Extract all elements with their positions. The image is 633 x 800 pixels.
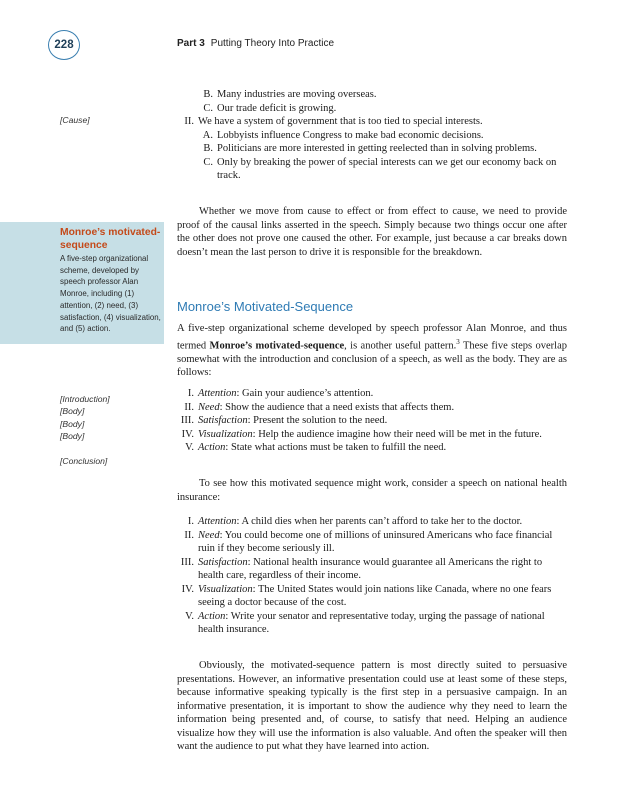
example-item: IV. Visualization: The United States would join nations like Canada, where no one fears seeing a doctor because of the cost. bbox=[181, 583, 552, 608]
key-term: Monroe’s motivated-sequence bbox=[209, 340, 345, 351]
margin-note-cause: [Cause] bbox=[60, 115, 90, 125]
page-number: 228 bbox=[48, 30, 80, 60]
steps-list bbox=[177, 387, 567, 455]
step-item: V. Action: State what actions must be taken to fulfill the need. bbox=[185, 442, 447, 453]
outline-item: C. Only by breaking the power of special interests can we get our economy back on track. bbox=[203, 156, 557, 181]
example-item: III. Satisfaction: National health insurance would guarantee all Americans the right to health care, regardless of their income. bbox=[180, 556, 543, 581]
outline-item: B. Politicians are more interested in getting reelected than in solving problems. bbox=[203, 143, 537, 154]
margin-note-introduction: [Introduction] bbox=[60, 394, 110, 404]
glossary-term: Monroe’s motivated-sequence bbox=[60, 227, 161, 251]
paragraph-example-intro: To see how this motivated sequence might work, consider a speech on national health insurance: bbox=[177, 478, 567, 503]
paragraph-conclusion: Obviously, the motivated-sequence pattern is most directly suited to persuasive presentations. However, an informative presentation could use at least some of these steps, because informative speaking typically is the first step in a persuasive campaign. In an informative presentation, it is important to show the audience why they need to learn the information being presented and, of course, to satisfy that need. Helping an audience visualize how they will use the information is also valuable. And often the speaker will then want the audience to put what they have learned into action. bbox=[177, 660, 567, 752]
glossary-box bbox=[0, 222, 164, 344]
section-heading: Monroe’s Motivated-Sequence bbox=[177, 299, 354, 314]
margin-note-conclusion: [Conclusion] bbox=[60, 456, 108, 466]
paragraph-monroe: A five-step organizational scheme developed by speech professor Alan Monroe, and thus termed Monroe’s motivated-sequence, is another useful pattern.$^3$ These five steps overlap somewhat with the introduction and conclusion of a speech, as well as the body. They are as follows: bbox=[177, 323, 567, 378]
step-item: I. Attention: Gain your audience’s attention. bbox=[187, 388, 374, 399]
step-item: II. Need: Show the audience that a need exists that affects them. bbox=[184, 401, 455, 413]
example-item: V. Action: Write your senator and representative today, urging the passage of national health insurance. bbox=[185, 610, 545, 635]
step-item: III. Satisfaction: Present the solution to the need. bbox=[180, 415, 388, 426]
outline-item: II. We have a system of government that is too tied to special interests. bbox=[184, 116, 483, 127]
margin-note-body: [Body] bbox=[60, 419, 85, 429]
footnote-ref: 3 bbox=[456, 337, 460, 346]
margin-note-body: [Body] bbox=[60, 406, 85, 416]
example-item: II. Need: You could become one of millions of uninsured Americans who face financial ruin if they become seriously ill. bbox=[184, 529, 553, 554]
part-title: Putting Theory Into Practice bbox=[210, 38, 335, 49]
outline-item: C. Our trade deficit is growing. bbox=[203, 102, 337, 114]
example-item: I. Attention: A child dies when her parents can’t afford to take her to the doctor. bbox=[187, 516, 523, 527]
outline-item: B. Many industries are moving overseas. bbox=[203, 89, 377, 100]
step-item: IV. Visualization: Help the audience imagine how their need will be met in the future. bbox=[181, 428, 542, 440]
glossary-definition: A five-step organizational scheme, developed by speech professor Alan Monroe, including (1) attention, (2) need, (3) satisfaction, (4) visualization, and (5) action. bbox=[60, 254, 161, 334]
paragraph-causal: Whether we move from cause to effect or from effect to cause, we need to provide proof of the causal links asserted in the speech. Simply because two things occur one after the other does not prove one caused the other. For example, just because a car breaks down doesn’t mean the last person to drive it is responsible for the breakdown. bbox=[177, 206, 567, 258]
outline-top bbox=[177, 88, 567, 183]
outline-item: A. Lobbyists influence Congress to make bad economic decisions. bbox=[202, 129, 484, 141]
running-head bbox=[177, 38, 334, 49]
part-label: Part 3 bbox=[177, 38, 205, 49]
example-list bbox=[177, 515, 567, 637]
margin-note-body: [Body] bbox=[60, 431, 85, 441]
